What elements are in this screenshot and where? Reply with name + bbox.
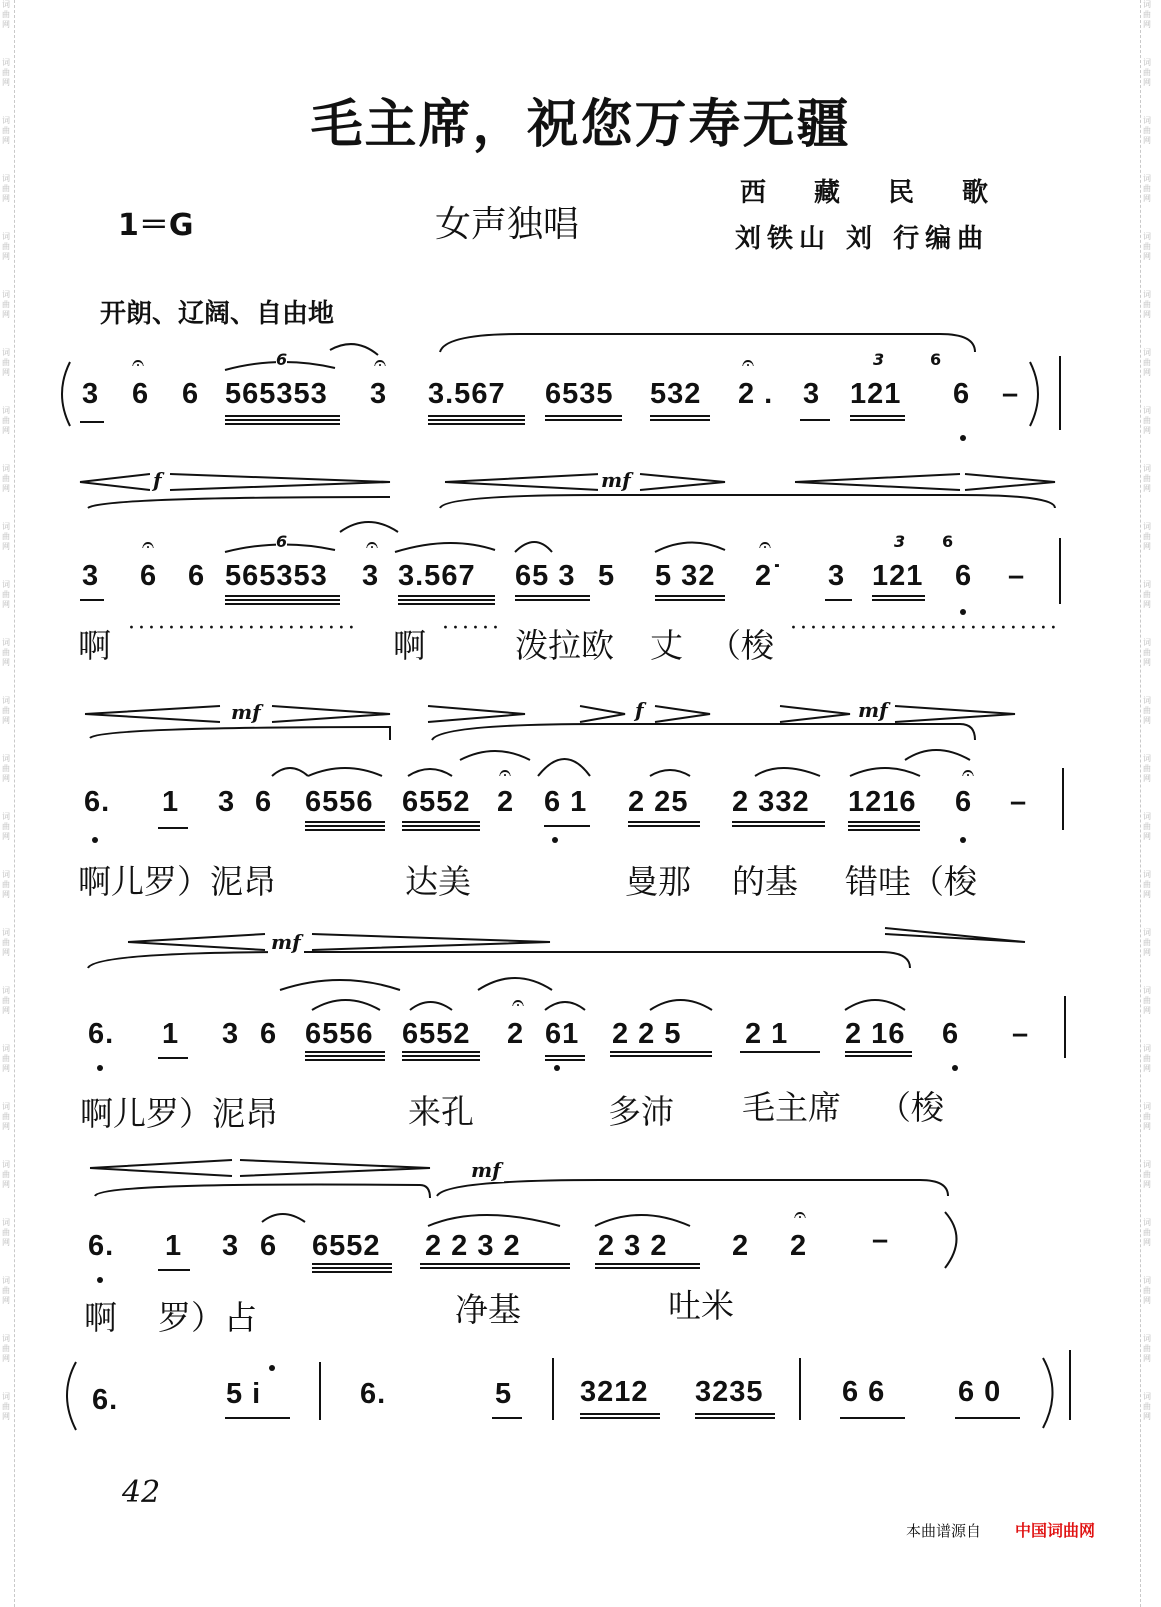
note: 6. [88, 1018, 115, 1050]
lyric: 啊 [84, 1298, 117, 1337]
note: 3 [222, 1018, 240, 1050]
dynamic-mf: mf [268, 930, 304, 954]
note-group: 3.567 [398, 560, 476, 592]
note-group: 3235 [695, 1376, 764, 1408]
arranger-credit: 刘铁山 刘 行编曲 [735, 224, 990, 254]
lyric: 啊 [393, 626, 426, 665]
note: 3 [828, 560, 846, 592]
note: 6 [260, 1230, 278, 1262]
lyric: 的基 [732, 862, 798, 901]
note: 6 [132, 378, 150, 410]
dynamic-f: f [632, 698, 647, 722]
note: 6 [188, 560, 206, 592]
lyric-dots: ······················· [128, 616, 358, 641]
note-group: 3212 [580, 1376, 649, 1408]
page-title: 毛主席，祝您万寿无疆 [310, 94, 851, 155]
grace-note: 6 [942, 532, 954, 551]
note: 6. [92, 1384, 119, 1416]
note-group: 121 [850, 378, 902, 410]
note: 6 [140, 560, 158, 592]
lyric: （梭 [708, 626, 774, 665]
note-group: 6 6 [842, 1376, 886, 1408]
note-group: 2 2 3 2 [425, 1230, 521, 1262]
paren-close [1030, 362, 1038, 426]
lyric-dots: ······ [442, 616, 502, 641]
note: 2 [497, 786, 515, 818]
dynamic-mf: mf [468, 1158, 504, 1182]
paren-open [67, 1362, 76, 1430]
dynamic-mf: mf [228, 700, 264, 724]
right-watermark-strip: 词曲网 词曲网 词曲网 词曲网 词曲网 词曲网 词曲网 词曲网 词曲网 词曲网 词曲网 词曲网 词曲网 词曲网 词曲网 词曲网 词曲网 词曲网 词曲网 词曲网 词曲网 词曲网 词曲网 词曲网 词曲网 [1140, 0, 1161, 1607]
dash: – [1012, 1018, 1030, 1050]
dynamic-mf: mf [598, 468, 634, 492]
note: 1 [162, 1018, 180, 1050]
lyric: 净基 [455, 1290, 521, 1329]
left-watermark-strip: 词曲网 词曲网 词曲网 词曲网 词曲网 词曲网 词曲网 词曲网 词曲网 词曲网 词曲网 词曲网 词曲网 词曲网 词曲网 词曲网 词曲网 词曲网 词曲网 词曲网 词曲网 词曲网 词曲网 词曲网 词曲网 [0, 0, 15, 1607]
note: 3 [82, 560, 100, 592]
note: 3 [370, 378, 388, 410]
phrase-slur [440, 334, 975, 352]
note-group: 61 [545, 1018, 580, 1050]
note: 6. [360, 1378, 387, 1410]
note: 6 [955, 560, 973, 592]
lyric: 丈 [650, 626, 683, 665]
note: 2 [790, 1230, 808, 1262]
dash: – [872, 1224, 890, 1256]
svg-text:𝄐: 𝄐 [131, 351, 145, 376]
note: 5 [495, 1378, 513, 1410]
note-group: 1216 [848, 786, 917, 818]
note-group: 565353 [225, 378, 328, 410]
note: 6 [942, 1018, 960, 1050]
slur [330, 344, 378, 355]
note: 3 [362, 560, 380, 592]
paren-close [1043, 1358, 1053, 1428]
note: 2˙ [755, 560, 783, 592]
grace-note: 6 [930, 350, 942, 369]
note: 6 [182, 378, 200, 410]
note-group: 6535 [545, 378, 614, 410]
note-group: 2 1 [745, 1018, 789, 1050]
lyric: 曼那 [625, 862, 691, 901]
footer-site-link[interactable]: 中国词曲网 [1015, 1521, 1096, 1540]
svg-text:𝄐: 𝄐 [498, 761, 512, 786]
song-source: 西藏民歌 [740, 178, 1037, 208]
note-group: 5 32 [655, 560, 716, 592]
paren-open [62, 362, 70, 426]
note: 6. [88, 1230, 115, 1262]
dash: – [1010, 786, 1028, 818]
dash: – [1008, 560, 1026, 592]
dynamic-mf: mf [855, 698, 891, 722]
note: 5 [598, 560, 616, 592]
note: 3 [803, 378, 821, 410]
note-group: 5 i [226, 1378, 262, 1410]
note-group: 2 332 [732, 786, 810, 818]
note: 1 [165, 1230, 183, 1262]
note-group: 6 0 [958, 1376, 1002, 1408]
lyric: 吐米 [668, 1286, 734, 1325]
note-group: 6552 [312, 1230, 381, 1262]
dynamic-f: f [150, 468, 165, 492]
lyric: 毛主席 [742, 1088, 841, 1127]
svg-text:𝄐: 𝄐 [141, 533, 155, 558]
note-group: 532 [650, 378, 702, 410]
sextuplet-mark: 6 [276, 350, 288, 369]
svg-text:𝄐: 𝄐 [511, 991, 525, 1016]
svg-text:𝄐: 𝄐 [961, 761, 975, 786]
lyric: 错哇（梭 [845, 862, 977, 901]
note: 2 [507, 1018, 525, 1050]
page-number: 42 [122, 1475, 161, 1510]
lyric: 多沛 [608, 1092, 674, 1131]
note-group: 6556 [305, 786, 374, 818]
note: 3 [218, 786, 236, 818]
note-group: 121 [872, 560, 924, 592]
note: 6 [255, 786, 273, 818]
lyric: （梭 [878, 1088, 944, 1127]
note-group: 565353 [225, 560, 328, 592]
note: 1 [162, 786, 180, 818]
tempo-marking: 开朗、辽阔、自由地 [100, 299, 335, 329]
note: 3 [82, 378, 100, 410]
note: 3 [222, 1230, 240, 1262]
triplet-mark: 3 [894, 532, 906, 551]
lyric: 来孔 [408, 1092, 474, 1131]
note-group: 2 16 [845, 1018, 906, 1050]
note-group: 2 2 5 [612, 1018, 682, 1050]
note-group: 65 3 [515, 560, 576, 592]
key-signature: 1＝G [118, 208, 194, 243]
footer-source-label: 本曲谱源自 [906, 1522, 982, 1540]
lyric: 啊儿罗）泥昂 [80, 1094, 278, 1133]
note-group: 6 1 [544, 786, 588, 818]
svg-text:𝄐: 𝄐 [758, 533, 772, 558]
note: 6. [84, 786, 111, 818]
performance-type: 女声独唱 [435, 204, 580, 245]
note-group: 3.567 [428, 378, 506, 410]
svg-text:𝄐: 𝄐 [741, 351, 755, 376]
note-group: 6556 [305, 1018, 374, 1050]
note: 2 [732, 1230, 750, 1262]
lyric: 啊 [78, 626, 111, 665]
svg-text:𝄐: 𝄐 [793, 1203, 807, 1228]
lyric: 啊儿罗）泥昂 [78, 862, 276, 901]
lyric: 泼拉欧 [515, 626, 614, 665]
dash: – [1002, 378, 1020, 410]
triplet-mark: 3 [873, 350, 885, 369]
note-group: 6552 [402, 786, 471, 818]
note: 2 . [738, 378, 774, 410]
note-group: 2 25 [628, 786, 689, 818]
note-group: 2 3 2 [598, 1230, 668, 1262]
lyric-dots: ··························· [790, 616, 1060, 641]
lyric: 达美 [405, 862, 471, 901]
note-group: 6552 [402, 1018, 471, 1050]
note: 6 [260, 1018, 278, 1050]
note: 6 [955, 786, 973, 818]
sextuplet-mark: 6 [276, 532, 288, 551]
note: 6 [953, 378, 971, 410]
svg-text:𝄐: 𝄐 [365, 533, 379, 558]
svg-text:𝄐: 𝄐 [373, 351, 387, 376]
lyric: 罗）占 [158, 1298, 257, 1337]
